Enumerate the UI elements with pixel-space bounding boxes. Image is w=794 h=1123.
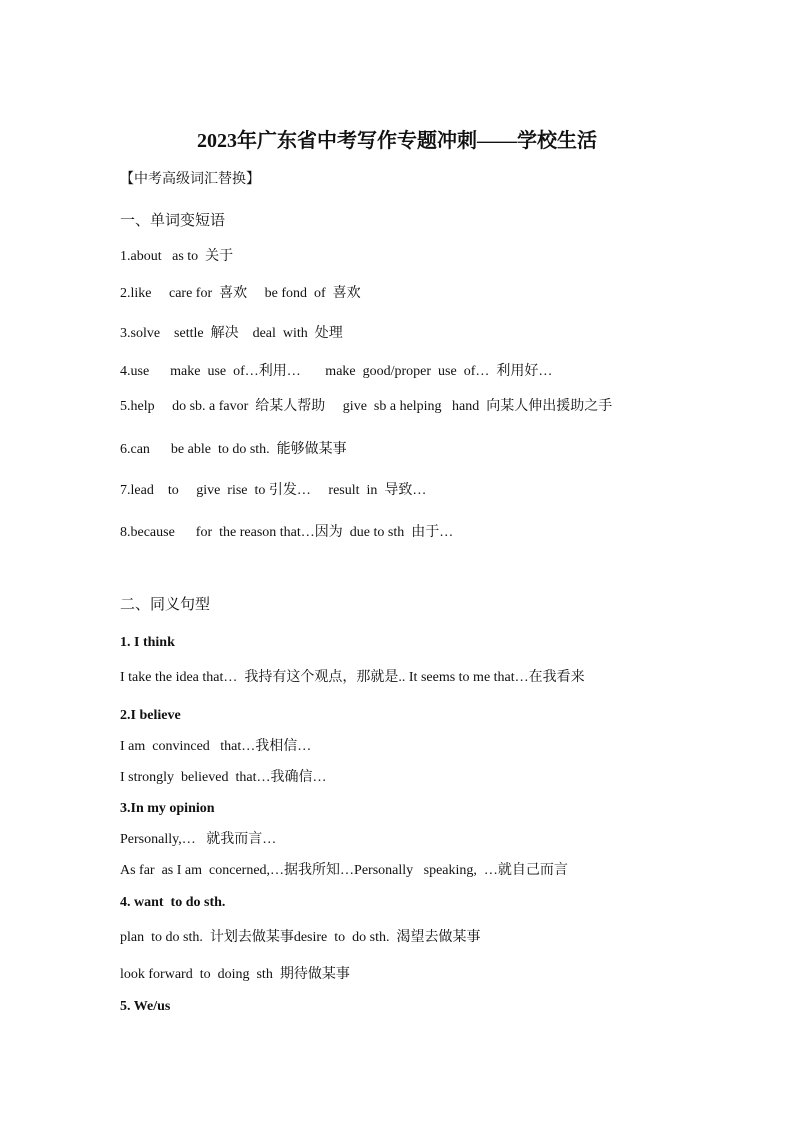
sentence-line: look forward to doing sth 期待做某事 [120,967,350,982]
sentence-group-title: 3.In my opinion [120,801,215,816]
sentence-line: plan to do sth. 计划去做某事desire to do sth. 渴望去做某事 [120,930,481,945]
sentence-line: I take the idea that… 我持有这个观点，那就是.. It seems to me that…在我看来 [120,670,585,685]
vocab-item: 2.like care for 喜欢 be fond of 喜欢 [120,286,361,301]
sentence-line: I strongly believed that…我确信… [120,770,327,785]
sentence-line: I am convinced that…我相信… [120,739,312,754]
section-1-heading: 一、单词变短语 [120,213,226,229]
vocab-item: 6.can be able to do sth. 能够做某事 [120,442,347,457]
sentence-line: Personally,… 就我而言… [120,832,277,847]
vocab-item: 8.because for the reason that…因为 due to sth 由于… [120,525,454,540]
sentence-group-title: 4. want to do sth. [120,895,226,910]
sentence-group-title: 5. We/us [120,999,171,1014]
vocab-item: 3.solve settle 解决 deal with 处理 [120,326,343,341]
vocab-item: 4.use make use of…利用… make good/proper use of… 利用好… [120,364,553,379]
sentence-line: As far as I am concerned,…据我所知…Personally speaking, …就自己而言 [120,863,568,878]
document-title: 2023年广东省中考写作专题冲刺——学校生活 [197,130,597,152]
sentence-group-title: 2.I believe [120,708,181,723]
vocab-item: 7.lead to give rise to 引发… result in 导致… [120,483,427,498]
vocab-item: 5.help do sb. a favor 给某人帮助 give sb a helping hand 向某人伸出援助之手 [120,399,613,414]
section-2-heading: 二、同义句型 [120,597,211,613]
vocab-header: 【中考高级词汇替换】 [120,172,260,187]
sentence-group-title: 1. I think [120,635,175,650]
vocab-item: 1.about as to 关于 [120,249,234,264]
